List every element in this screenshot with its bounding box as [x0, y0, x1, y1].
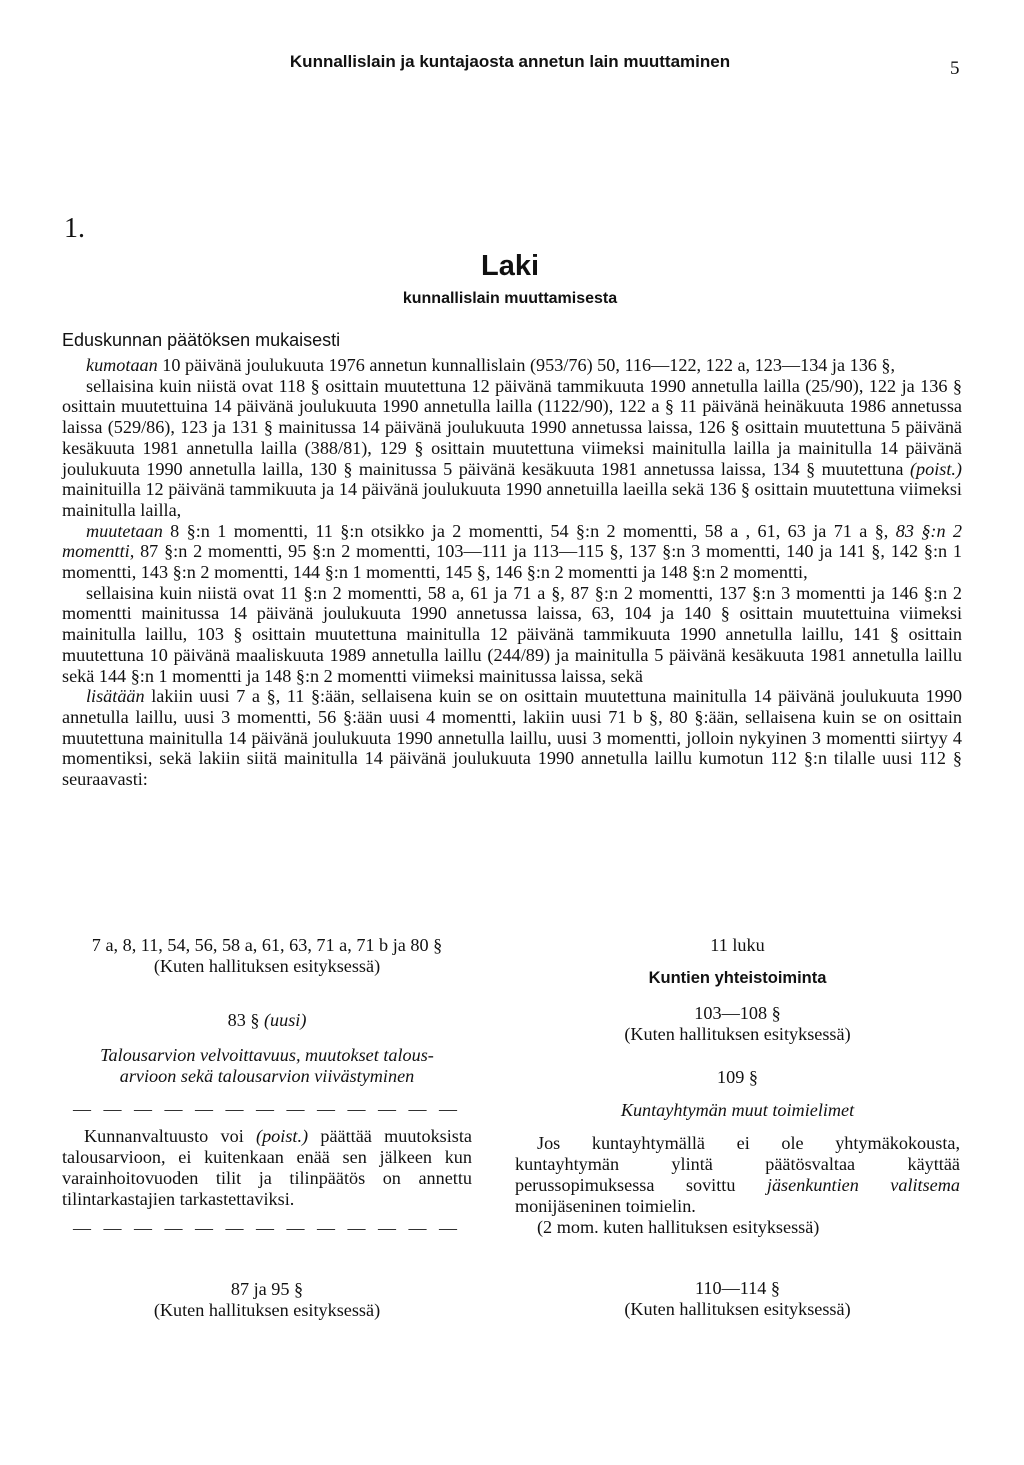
section-83-title-line2: arvioon sekä talousarvion viivästyminen — [119, 1066, 415, 1086]
right-note-1: (Kuten hallituksen esityksessä) — [624, 1024, 851, 1044]
muutetaan-text-2: 87 §:n 2 momentti, 95 §:n 2 momentti, 103—111 ja 113—115 §, 137 §:n 3 momentti, 140 ja 141 §, 142 §:n 1 momentti, 143 §:n 2 momentti, 144 §:n 1 momentti, 145 §, 146 §:n 2 momentti ja 148 §:n 2 momentti, — [62, 541, 963, 583]
section-109-note-text: (2 mom. kuten hallituksen esityksessä) — [537, 1217, 820, 1237]
kumotaan-detail-end: mainituilla 12 päivänä tammikuuta ja 14 päivänä joulukuuta 1990 annetuilla laeilla sekä 136 § osittain muutettuna viimeksi mainitulla lailla, — [62, 479, 962, 520]
section-83-heading — [62, 1010, 472, 1031]
section-83-para-poist: (poist.) — [256, 1126, 309, 1146]
omission-dashes-2: — — — — — — — — — — — — — — [73, 1218, 461, 1238]
muutetaan-paragraph — [62, 521, 962, 583]
lisataan-label: lisätään — [86, 686, 145, 707]
section-109-para-end: monijäseninen toimielin. — [515, 1196, 696, 1216]
lisataan-text: lakiin uusi 7 a §, 11 §:ään, sellaisena kuin se on osittain muutettuna mainitulla 14 päivänä joulukuuta 1990 annetulla laillu, uusi 3 momentti, 56 §:ään uusi 4 momentti, lakiin uusi 71 b §, 80 §:ään, sellaisena kuin se on osittain muutettuna mainitulla 14 päivänä joulukuuta 1990 annetulla laillu, uusi 3 momentti, jolloin nykyinen 3 momentti siirtyy 4 momentiksi, sekä lakiin siitä mainitulla 14 päivänä joulukuuta 1990 annetulla laillu kumotun 112 §:n tilalle uusi 112 § seuraavasti: — [62, 686, 963, 790]
section-83-para-start: Kunnanvaltuusto voi — [84, 1126, 244, 1146]
right-sections-2: 110—114 § — [694, 1278, 781, 1298]
chapter-number: 11 luku — [710, 935, 765, 955]
section-109-title — [515, 1100, 960, 1121]
right-note-2: (Kuten hallituksen esityksessä) — [624, 1299, 851, 1319]
left-sections-2: 87 ja 95 § — [230, 1279, 304, 1299]
running-header: Kunnallislain ja kuntajaosta annetun lain muuttaminen — [289, 52, 731, 71]
left-column — [62, 935, 472, 1321]
kumotaan-paragraph — [62, 355, 962, 376]
omission-dashes-1: — — — — — — — — — — — — — — [73, 1099, 461, 1119]
law-title: Laki — [480, 250, 540, 282]
law-body — [62, 355, 962, 790]
page-number: 5 — [950, 58, 960, 79]
muutetaan-text-1: 8 §:n 1 momentti, 11 §:n otsikko ja 2 momentti, 54 §:n 2 momentti, 58 a , 61, 63 ja 71 a §, — [170, 520, 889, 541]
right-sections-1: 103—108 § — [694, 1003, 781, 1023]
section-83-title — [62, 1045, 472, 1087]
section-83-number: 83 § — [227, 1010, 260, 1030]
section-109-para-italic: jäsenkuntien valitsema — [766, 1175, 960, 1195]
law-intro: Eduskunnan päätöksen mukaisesti — [62, 330, 341, 350]
left-note-2: (Kuten hallituksen esityksessä) — [153, 1300, 381, 1320]
kumotaan-poist: (poist.) — [909, 458, 962, 479]
muutetaan-detail-paragraph — [62, 583, 962, 687]
muutetaan-detail: sellaisina kuin niistä ovat 11 §:n 2 momentti, 58 a, 61 ja 71 a §, 87 §:n 2 momentti, 137 §:n 3 momentti ja 146 §:n 2 momentti mainitussa 14 päivänä joulukuuta 1990 annetussa laissa, 63, 104 ja 140 § osittain muutettuina viimeksi mainitulla laillu, 103 § osittain muutettuna mainitulla 12 päivänä tammikuuta 1990 annetulla laillu, 141 § osittain muutettuna 10 päivänä maaliskuuta 1989 annetulla laillu (244/89) ja mainitulla 5 päivänä kesäkuuta 1981 annetulla laillu sekä 144 §:n 1 momentti ja 148 §:n 2 momentti viimeksi mainitussa laissa, sekä — [62, 582, 962, 686]
kumotaan-text: 10 päivänä joulukuuta 1976 annetun kunnallislain (953/76) 50, 116—122, 122 a, 123—134 ja 136 §, — [162, 355, 896, 375]
right-column — [515, 935, 960, 1320]
section-109-title-text: Kuntayhtymän muut toimielimet — [620, 1100, 855, 1120]
section-83-title-line1: Talousarvion velvoittavuus, muutokset talous- — [100, 1045, 434, 1065]
muutetaan-label: muutetaan — [86, 520, 163, 541]
chapter-title: Kuntien yhteistoiminta — [648, 969, 827, 987]
kumotaan-label: kumotaan — [86, 355, 158, 375]
muutetaan-italic: 83 §:n 2 momentti, — [62, 520, 963, 562]
section-109-paragraph — [515, 1133, 960, 1217]
section-109-note — [515, 1217, 960, 1238]
kumotaan-detail-paragraph — [62, 376, 962, 521]
section-109-para-start: Jos kuntayhtymällä ei ole yhtymäkokousta, kuntayhtymän ylintä päätösvaltaa käyttää perussopimuksessa sovittu — [515, 1133, 960, 1195]
left-note-1: (Kuten hallituksen esityksessä) — [153, 956, 381, 976]
section-83-paragraph — [62, 1126, 472, 1210]
law-number: 1. — [64, 213, 85, 244]
section-83-uusi: (uusi) — [263, 1010, 307, 1030]
section-109-number: 109 § — [717, 1067, 758, 1087]
lisataan-paragraph — [62, 686, 962, 790]
section-83-para-rest: päättää muutoksista talousarvioon, ei kuitenkaan enää sen jälkeen kun varainhoitovuoden tilit ja tilinpäätös on annettu tilintarkastajien tarkastettaviksi. — [62, 1126, 473, 1209]
kumotaan-detail: sellaisina kuin niistä ovat 118 § osittain muutettuna 12 päivänä tammikuuta 1990 annetulla lailla (25/90), 122 ja 136 § osittain muutettuina 14 päivänä joulukuuta 1990 annetulla lailla (1122/90), 122 a § 11 päivänä heinäkuuta 1986 annetussa laissa (529/86), 123 ja 131 § mainitussa 14 päivänä joulukuuta 1990 annetussa laissa, 126 § osittain muutettuna 5 päivänä kesäkuuta 1981 annetulla lailla (388/81), 129 § osittain muutettuna viimeksi mainitulla lailla ja mainitulla 14 päivänä joulukuuta 1990 annetulla lailla, 130 § mainitussa 5 päivänä kesäkuuta 1981 annetussa laissa, 134 § muutettuna — [62, 375, 962, 479]
left-sections-1: 7 a, 8, 11, 54, 56, 58 a, 61, 63, 71 a, 71 b ja 80 § — [91, 935, 443, 955]
law-subtitle: kunnallislain muuttamisesta — [402, 290, 618, 307]
